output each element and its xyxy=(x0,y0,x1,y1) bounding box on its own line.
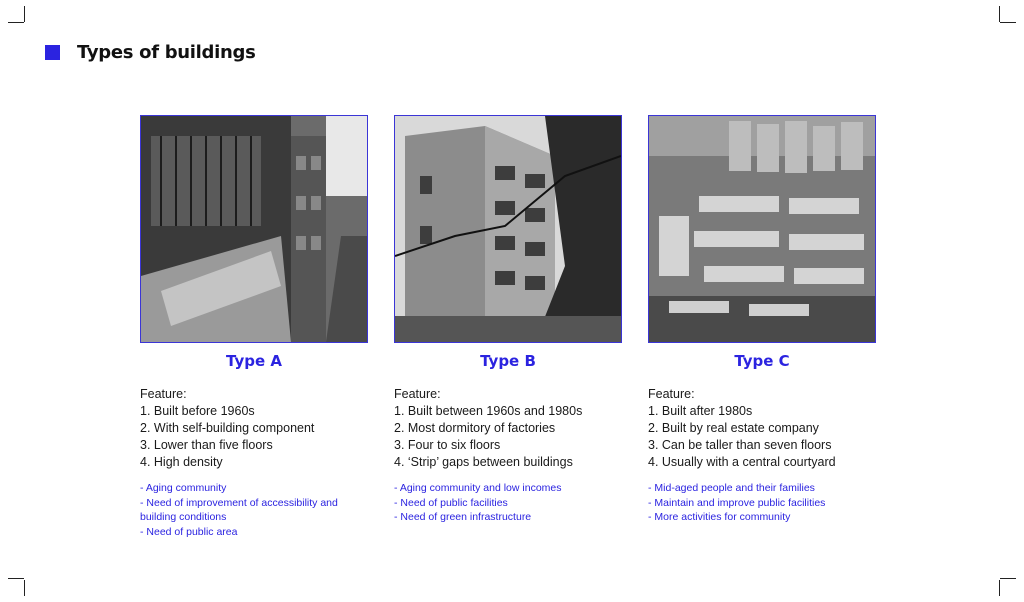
feature-item: 2. Built by real estate company xyxy=(648,421,819,435)
crop-mark xyxy=(1000,22,1016,23)
feature-heading: Feature: xyxy=(648,387,695,401)
feature-heading: Feature: xyxy=(140,387,187,401)
type-a-label: Type A xyxy=(226,352,282,370)
crop-mark xyxy=(8,578,24,579)
building-photo-icon xyxy=(395,116,621,342)
type-c-features xyxy=(648,386,876,471)
building-photo-icon xyxy=(141,116,367,342)
note-item: - Aging community and low incomes xyxy=(394,482,562,494)
feature-item: 2. With self-building component xyxy=(140,421,315,435)
crop-mark xyxy=(24,6,25,22)
feature-item: 2. Most dormitory of factories xyxy=(394,421,556,435)
crop-mark xyxy=(1000,578,1016,579)
page-header xyxy=(45,42,256,63)
crop-mark xyxy=(24,580,25,596)
feature-item: 4. Usually with a central courtyard xyxy=(648,455,836,469)
type-b-column xyxy=(394,115,622,525)
note-item: - Need of green infrastructure xyxy=(394,511,532,523)
feature-item: 3. Lower than five floors xyxy=(140,438,273,452)
type-c-label: Type C xyxy=(734,352,790,370)
note-item: - Aging community xyxy=(140,482,227,494)
type-c-photo xyxy=(648,115,876,343)
type-b-features xyxy=(394,386,622,471)
feature-item: 3. Can be taller than seven floors xyxy=(648,438,832,452)
type-a-column xyxy=(140,115,368,539)
type-c-notes xyxy=(648,481,876,525)
feature-item: 1. Built before 1960s xyxy=(140,404,255,418)
type-b-notes xyxy=(394,481,622,525)
type-b-label: Type B xyxy=(480,352,536,370)
type-a-notes xyxy=(140,481,368,539)
note-item: - Maintain and improve public facilities xyxy=(648,496,826,509)
accent-square-icon xyxy=(45,45,60,60)
type-a-features xyxy=(140,386,368,471)
type-a-photo xyxy=(140,115,368,343)
page-title: Types of buildings xyxy=(77,42,256,63)
crop-mark xyxy=(999,580,1000,596)
feature-item: 4. ‘Strip’ gaps between buildings xyxy=(394,455,573,469)
feature-item: 3. Four to six floors xyxy=(394,438,501,452)
note-item: - Need of improvement of accessibility and building conditions xyxy=(140,496,338,523)
type-b-photo xyxy=(394,115,622,343)
note-item: - More activities for community xyxy=(648,511,791,523)
note-item: - Need of public area xyxy=(140,525,238,538)
crop-mark xyxy=(8,22,24,23)
note-item: - Mid-aged people and their families xyxy=(648,482,815,494)
aerial-photo-icon xyxy=(649,116,875,342)
feature-item: 4. High density xyxy=(140,455,223,469)
note-item: - Need of public facilities xyxy=(394,496,508,509)
feature-item: 1. Built between 1960s and 1980s xyxy=(394,404,583,418)
feature-heading: Feature: xyxy=(394,387,441,401)
type-c-column xyxy=(648,115,876,525)
crop-mark xyxy=(999,6,1000,22)
feature-item: 1. Built after 1980s xyxy=(648,404,753,418)
